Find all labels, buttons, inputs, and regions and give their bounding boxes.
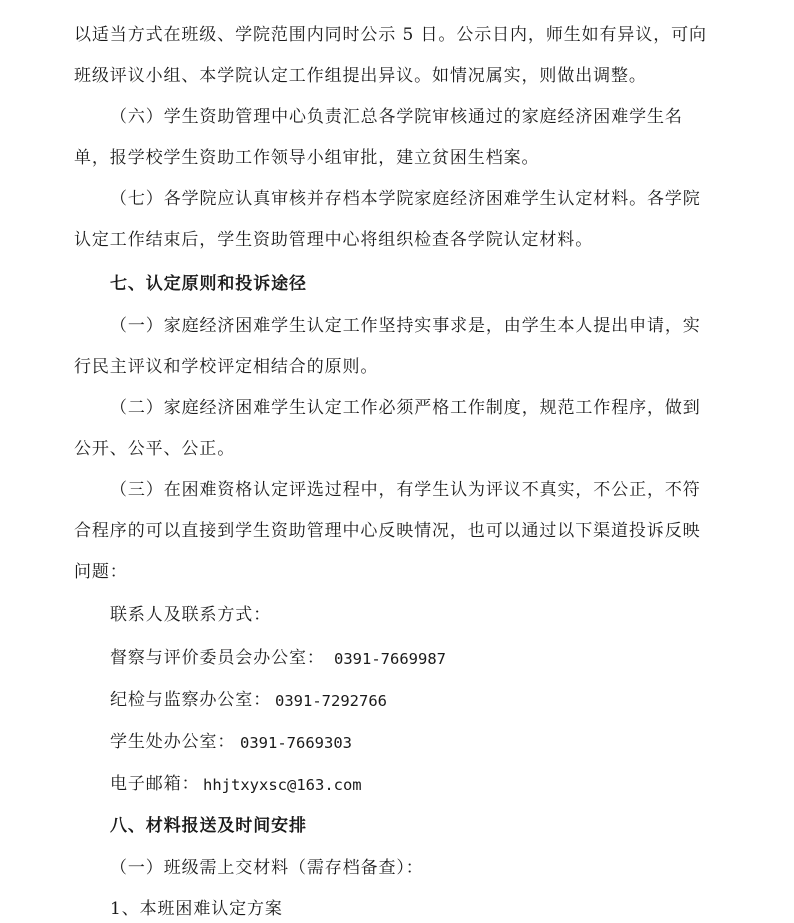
paragraph-line: 单，报学校学生资助工作领导小组审批，建立贫困生档案。 [74, 148, 540, 168]
paragraph-line: （二）家庭经济困难学生认定工作必须严格工作制度，规范工作程序，做到 [110, 398, 701, 418]
paragraph-line: （七）各学院应认真审核并存档本学院家庭经济困难学生认定材料。各学院 [110, 189, 701, 209]
paragraph-line: （一）家庭经济困难学生认定工作坚持实事求是，由学生本人提出申请，实 [110, 316, 701, 336]
contact-phone: 0391-7292766 [275, 692, 387, 710]
contact-phone: 0391-7669303 [240, 734, 352, 752]
paragraph-line: 问题： [74, 562, 128, 582]
paragraph-line: 班级评议小组、本学院认定工作组提出异议。如情况属实，则做出调整。 [74, 66, 647, 86]
paragraph-line: （三）在困难资格认定评选过程中，有学生认为评议不真实，不公正，不符 [110, 480, 701, 500]
contact-heading: 联系人及联系方式： [110, 605, 272, 625]
contact-office-label: 学生处办公室： [110, 732, 236, 752]
email-address: hhjtxyxsc@163.com [203, 776, 362, 794]
paragraph-line: 认定工作结束后，学生资助管理中心将组织检查各学院认定材料。 [74, 230, 594, 250]
contact-phone: 0391-7669987 [334, 650, 446, 668]
contact-office-label: 督察与评价委员会办公室： [110, 648, 325, 668]
section-heading: 八、材料报送及时间安排 [110, 816, 307, 836]
paragraph-line: 合程序的可以直接到学生资助管理中心反映情况，也可以通过以下渠道投诉反映 [74, 521, 701, 541]
list-item: 1、本班困难认定方案 [110, 899, 283, 919]
paragraph-line: 以适当方式在班级、学院范围内同时公示 5 日。公示日内，师生如有异议，可向 [74, 25, 707, 45]
paragraph-line: （一）班级需上交材料（需存档备查）： [110, 858, 424, 878]
paragraph-line: 行民主评议和学校评定相结合的原则。 [74, 357, 379, 377]
paragraph-line: 公开、公平、公正。 [74, 439, 236, 459]
paragraph-line: （六）学生资助管理中心负责汇总各学院审核通过的家庭经济困难学生名 [110, 107, 683, 127]
section-heading: 七、认定原则和投诉途径 [110, 274, 307, 294]
email-label: 电子邮箱： [110, 774, 200, 794]
contact-office-label: 纪检与监察办公室： [110, 690, 272, 710]
